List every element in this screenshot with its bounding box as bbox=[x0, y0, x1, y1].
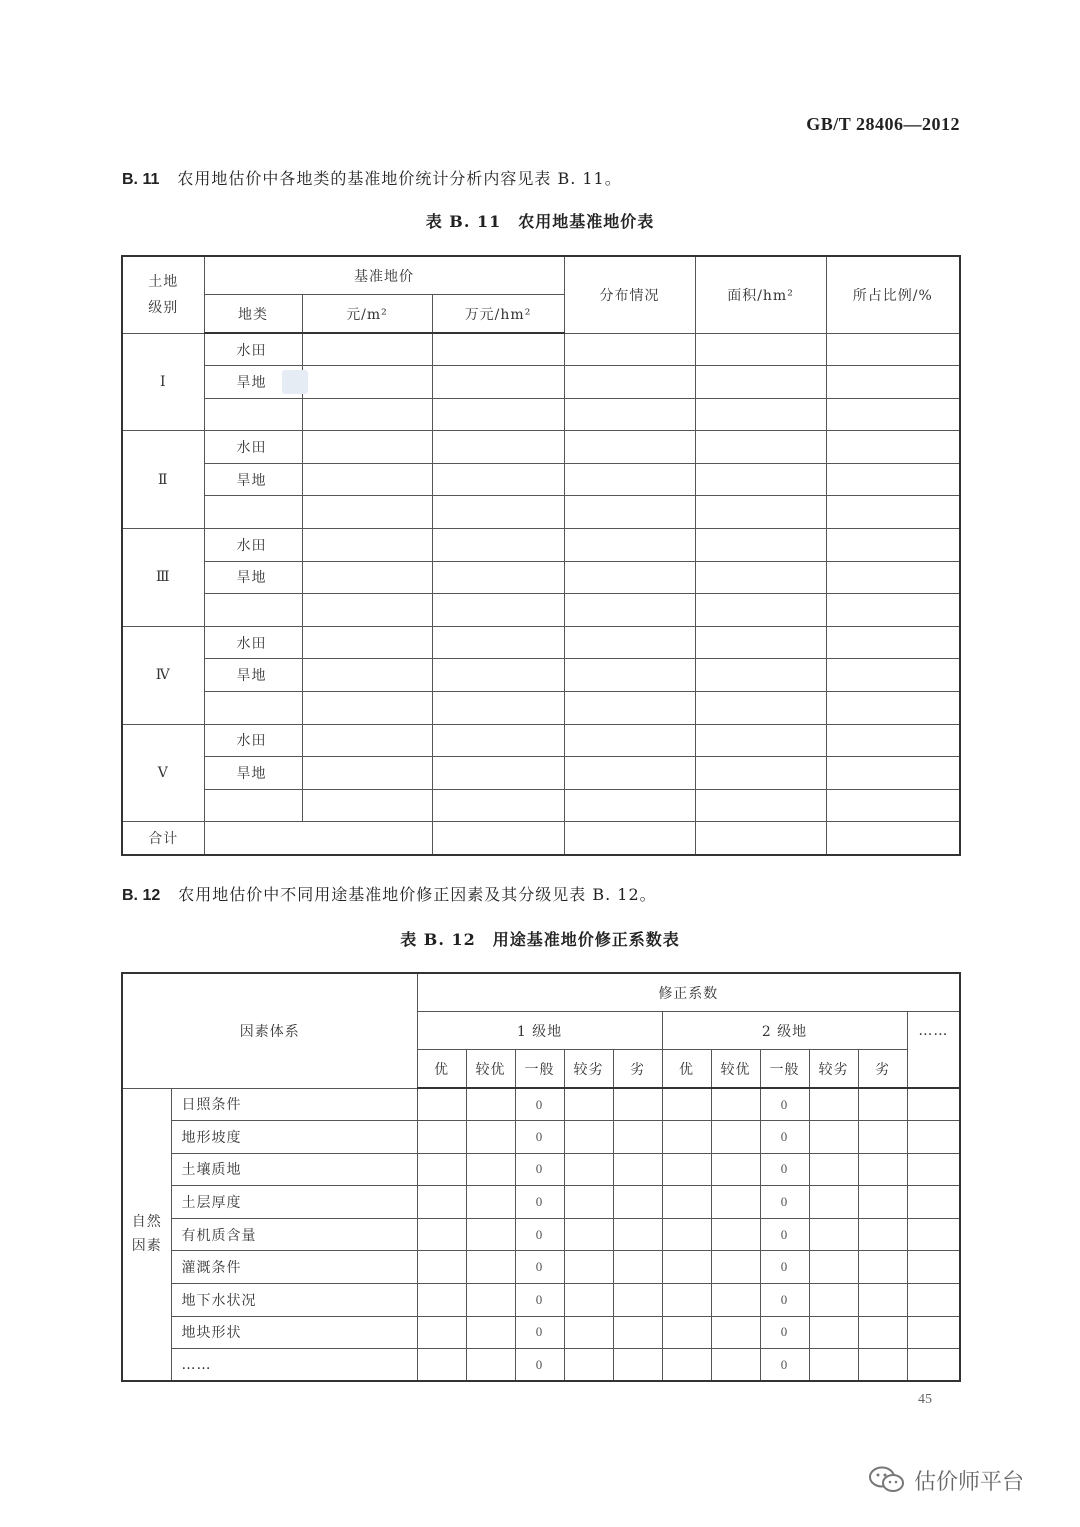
empty-cell bbox=[564, 692, 695, 725]
empty-cell bbox=[695, 561, 826, 594]
table-row bbox=[122, 333, 960, 366]
empty-cell bbox=[432, 757, 564, 790]
empty-cell bbox=[826, 626, 960, 659]
grade-label: Ⅲ bbox=[122, 529, 204, 627]
table-b11-caption: 表 B. 11 农用地基准地价表 bbox=[425, 212, 655, 231]
zero-value: 0 bbox=[515, 1284, 564, 1317]
empty-cell bbox=[858, 1349, 907, 1382]
empty-cell bbox=[564, 1284, 613, 1317]
empty-cell bbox=[432, 626, 564, 659]
empty-cell bbox=[564, 1218, 613, 1251]
land-type-cell bbox=[204, 692, 302, 725]
empty-cell bbox=[564, 822, 695, 855]
empty-cell bbox=[826, 659, 960, 692]
empty-cell bbox=[695, 692, 826, 725]
empty-cell bbox=[302, 496, 432, 529]
empty-cell bbox=[662, 1218, 711, 1251]
grade-label: Ⅰ bbox=[122, 333, 204, 431]
page-number: 45 bbox=[918, 1392, 932, 1407]
land-type-cell: 旱地 bbox=[204, 659, 302, 692]
empty-cell bbox=[613, 1218, 662, 1251]
table-row bbox=[122, 1153, 960, 1186]
empty-cell bbox=[907, 1121, 960, 1154]
zero-value: 0 bbox=[760, 1251, 809, 1284]
empty-cell bbox=[907, 1088, 960, 1121]
factor-name: 灌溉条件 bbox=[171, 1251, 417, 1284]
empty-cell bbox=[826, 398, 960, 431]
group-label: 自然 因素 bbox=[122, 1088, 171, 1381]
empty-cell bbox=[662, 1316, 711, 1349]
empty-cell bbox=[564, 561, 695, 594]
empty-cell bbox=[826, 529, 960, 562]
empty-cell bbox=[907, 1186, 960, 1219]
table-row bbox=[122, 626, 960, 659]
empty-cell bbox=[907, 1050, 960, 1089]
zero-value: 0 bbox=[760, 1284, 809, 1317]
empty-cell bbox=[204, 822, 432, 855]
table-b12-caption: 表 B. 12 用途基准地价修正系数表 bbox=[400, 930, 680, 949]
factor-name: 地块形状 bbox=[171, 1316, 417, 1349]
empty-cell bbox=[466, 1316, 515, 1349]
empty-cell bbox=[695, 822, 826, 855]
empty-cell bbox=[417, 1284, 466, 1317]
empty-cell bbox=[564, 626, 695, 659]
zero-value: 0 bbox=[515, 1251, 564, 1284]
land-type-cell bbox=[204, 398, 302, 431]
zero-value: 0 bbox=[515, 1121, 564, 1154]
land-type-cell: 水田 bbox=[204, 529, 302, 562]
empty-cell bbox=[564, 724, 695, 757]
empty-cell bbox=[809, 1153, 858, 1186]
empty-cell bbox=[907, 1349, 960, 1382]
empty-cell bbox=[417, 1088, 466, 1121]
empty-cell bbox=[826, 594, 960, 627]
empty-cell bbox=[302, 724, 432, 757]
empty-cell bbox=[417, 1218, 466, 1251]
factor-name: 土层厚度 bbox=[171, 1186, 417, 1219]
empty-cell bbox=[711, 1251, 760, 1284]
watermark-text: 估价师平台 bbox=[914, 1469, 1025, 1495]
total-row bbox=[122, 822, 960, 855]
table-row bbox=[122, 1284, 960, 1317]
table-row bbox=[122, 1186, 960, 1219]
land-type-cell bbox=[204, 594, 302, 627]
empty-cell bbox=[858, 1316, 907, 1349]
table-row bbox=[122, 659, 960, 692]
zero-value: 0 bbox=[760, 1088, 809, 1121]
table-row bbox=[122, 463, 960, 496]
empty-cell bbox=[711, 1153, 760, 1186]
land-type-cell: 水田 bbox=[204, 724, 302, 757]
empty-cell bbox=[826, 333, 960, 366]
empty-cell bbox=[858, 1088, 907, 1121]
factor-name: 日照条件 bbox=[171, 1088, 417, 1121]
empty-cell bbox=[432, 789, 564, 822]
empty-cell bbox=[858, 1121, 907, 1154]
header-level: 优 bbox=[417, 1050, 466, 1089]
empty-cell bbox=[466, 1121, 515, 1154]
table-row bbox=[122, 692, 960, 725]
empty-cell bbox=[302, 529, 432, 562]
empty-cell bbox=[564, 1316, 613, 1349]
empty-cell bbox=[711, 1088, 760, 1121]
table-row bbox=[122, 789, 960, 822]
table-row bbox=[122, 366, 960, 399]
zero-value: 0 bbox=[515, 1088, 564, 1121]
empty-cell bbox=[809, 1121, 858, 1154]
empty-cell bbox=[564, 1251, 613, 1284]
header-base-price: 基准地价 bbox=[204, 256, 564, 295]
empty-cell bbox=[695, 366, 826, 399]
empty-cell bbox=[432, 594, 564, 627]
empty-cell bbox=[662, 1121, 711, 1154]
empty-cell bbox=[564, 789, 695, 822]
empty-cell bbox=[302, 594, 432, 627]
empty-cell bbox=[695, 626, 826, 659]
empty-cell bbox=[466, 1284, 515, 1317]
empty-cell bbox=[711, 1284, 760, 1317]
empty-cell bbox=[662, 1088, 711, 1121]
chat-bubbles-icon bbox=[868, 1465, 906, 1495]
empty-cell bbox=[826, 431, 960, 464]
table-row bbox=[122, 1088, 960, 1121]
empty-cell bbox=[907, 1284, 960, 1317]
header-coefficient: 修正系数 bbox=[417, 973, 960, 1012]
paragraph-b12-number: B. 12 bbox=[122, 887, 161, 904]
empty-cell bbox=[907, 1316, 960, 1349]
land-type-cell: 旱地 bbox=[204, 366, 302, 399]
empty-cell bbox=[711, 1121, 760, 1154]
empty-cell bbox=[858, 1284, 907, 1317]
empty-cell bbox=[695, 529, 826, 562]
empty-cell bbox=[564, 1153, 613, 1186]
zero-value: 0 bbox=[515, 1349, 564, 1382]
empty-cell bbox=[695, 496, 826, 529]
header-grade: 土地 级别 bbox=[122, 256, 204, 333]
factor-name: …… bbox=[171, 1349, 417, 1382]
header-level: 一般 bbox=[515, 1050, 564, 1089]
paragraph-b12-text: 农用地估价中不同用途基准地价修正因素及其分级见表 B. 12。 bbox=[178, 885, 657, 904]
table-row bbox=[122, 594, 960, 627]
empty-cell bbox=[432, 692, 564, 725]
header-unit-yuan: 元/m² bbox=[302, 295, 432, 334]
empty-cell bbox=[695, 757, 826, 790]
empty-cell bbox=[858, 1251, 907, 1284]
land-type-cell: 旱地 bbox=[204, 561, 302, 594]
empty-cell bbox=[907, 1251, 960, 1284]
empty-cell bbox=[302, 463, 432, 496]
empty-cell bbox=[695, 463, 826, 496]
land-type-cell: 水田 bbox=[204, 333, 302, 366]
empty-cell bbox=[826, 366, 960, 399]
table-row bbox=[122, 724, 960, 757]
header-level: 劣 bbox=[613, 1050, 662, 1089]
table-row bbox=[122, 1121, 960, 1154]
empty-cell bbox=[662, 1186, 711, 1219]
empty-cell bbox=[695, 398, 826, 431]
empty-cell bbox=[613, 1251, 662, 1284]
empty-cell bbox=[613, 1284, 662, 1317]
empty-cell bbox=[695, 431, 826, 464]
empty-cell bbox=[432, 333, 564, 366]
empty-cell bbox=[417, 1153, 466, 1186]
empty-cell bbox=[613, 1121, 662, 1154]
header-level: 一般 bbox=[760, 1050, 809, 1089]
header-level: 优 bbox=[662, 1050, 711, 1089]
empty-cell bbox=[662, 1251, 711, 1284]
zero-value: 0 bbox=[760, 1349, 809, 1382]
empty-cell bbox=[564, 594, 695, 627]
empty-cell bbox=[564, 1186, 613, 1219]
empty-cell bbox=[417, 1251, 466, 1284]
empty-cell bbox=[695, 724, 826, 757]
zero-value: 0 bbox=[760, 1218, 809, 1251]
paragraph-b12 bbox=[122, 882, 657, 905]
table-row bbox=[122, 529, 960, 562]
empty-cell bbox=[858, 1218, 907, 1251]
empty-cell bbox=[432, 398, 564, 431]
empty-cell bbox=[432, 496, 564, 529]
watermark bbox=[868, 1460, 1058, 1500]
factor-name: 土壤质地 bbox=[171, 1153, 417, 1186]
empty-cell bbox=[695, 594, 826, 627]
table-row bbox=[122, 398, 960, 431]
zero-value: 0 bbox=[515, 1186, 564, 1219]
header-level: 较劣 bbox=[564, 1050, 613, 1089]
header-grade-2: 2 级地 bbox=[662, 1012, 907, 1050]
empty-cell bbox=[302, 692, 432, 725]
empty-cell bbox=[809, 1349, 858, 1382]
zero-value: 0 bbox=[760, 1316, 809, 1349]
empty-cell bbox=[302, 431, 432, 464]
empty-cell bbox=[564, 366, 695, 399]
header-area: 面积/hm² bbox=[695, 256, 826, 333]
empty-cell bbox=[302, 659, 432, 692]
zero-value: 0 bbox=[515, 1153, 564, 1186]
empty-cell bbox=[302, 789, 432, 822]
table-b11 bbox=[121, 255, 961, 856]
empty-cell bbox=[432, 724, 564, 757]
empty-cell bbox=[466, 1186, 515, 1219]
empty-cell bbox=[711, 1316, 760, 1349]
table-row bbox=[122, 1251, 960, 1284]
standard-code: GB/T 28406—2012 bbox=[806, 114, 960, 134]
empty-cell bbox=[662, 1349, 711, 1382]
empty-cell bbox=[613, 1153, 662, 1186]
factor-name: 地下水状况 bbox=[171, 1284, 417, 1317]
empty-cell bbox=[564, 659, 695, 692]
empty-cell bbox=[466, 1088, 515, 1121]
empty-cell bbox=[302, 626, 432, 659]
empty-cell bbox=[564, 333, 695, 366]
header-proportion: 所占比例/% bbox=[826, 256, 960, 333]
empty-cell bbox=[695, 789, 826, 822]
empty-cell bbox=[695, 333, 826, 366]
paragraph-b11-number: B. 11 bbox=[122, 171, 160, 188]
empty-cell bbox=[302, 561, 432, 594]
empty-cell bbox=[302, 333, 432, 366]
total-label: 合计 bbox=[122, 822, 204, 855]
empty-cell bbox=[564, 529, 695, 562]
empty-cell bbox=[662, 1153, 711, 1186]
empty-cell bbox=[711, 1218, 760, 1251]
land-type-cell: 水田 bbox=[204, 626, 302, 659]
empty-cell bbox=[466, 1153, 515, 1186]
empty-cell bbox=[302, 366, 432, 399]
land-type-cell: 水田 bbox=[204, 431, 302, 464]
empty-cell bbox=[826, 757, 960, 790]
empty-cell bbox=[711, 1186, 760, 1219]
empty-cell bbox=[858, 1186, 907, 1219]
land-type-cell bbox=[204, 789, 302, 822]
table-b12 bbox=[121, 972, 961, 1382]
header-level: 较优 bbox=[711, 1050, 760, 1089]
factor-name: 地形坡度 bbox=[171, 1121, 417, 1154]
empty-cell bbox=[564, 757, 695, 790]
factor-name: 有机质含量 bbox=[171, 1218, 417, 1251]
table-row bbox=[122, 1218, 960, 1251]
empty-cell bbox=[809, 1186, 858, 1219]
empty-cell bbox=[809, 1316, 858, 1349]
zero-value: 0 bbox=[760, 1186, 809, 1219]
empty-cell bbox=[711, 1349, 760, 1382]
empty-cell bbox=[613, 1349, 662, 1382]
empty-cell bbox=[809, 1251, 858, 1284]
table-row bbox=[122, 496, 960, 529]
grade-label: Ⅱ bbox=[122, 431, 204, 529]
empty-cell bbox=[302, 757, 432, 790]
empty-cell bbox=[826, 724, 960, 757]
empty-cell bbox=[695, 659, 826, 692]
land-type-cell: 旱地 bbox=[204, 757, 302, 790]
table-row bbox=[122, 561, 960, 594]
empty-cell bbox=[907, 1218, 960, 1251]
zero-value: 0 bbox=[515, 1316, 564, 1349]
zero-value: 0 bbox=[515, 1218, 564, 1251]
header-land-type: 地类 bbox=[204, 295, 302, 334]
empty-cell bbox=[809, 1218, 858, 1251]
empty-cell bbox=[466, 1349, 515, 1382]
empty-cell bbox=[564, 1088, 613, 1121]
empty-cell bbox=[417, 1349, 466, 1382]
header-more: …… bbox=[907, 1012, 960, 1050]
grade-label: Ⅳ bbox=[122, 626, 204, 724]
empty-cell bbox=[417, 1186, 466, 1219]
empty-cell bbox=[826, 561, 960, 594]
land-type-cell: 旱地 bbox=[204, 463, 302, 496]
empty-cell bbox=[432, 366, 564, 399]
empty-cell bbox=[432, 463, 564, 496]
empty-cell bbox=[302, 398, 432, 431]
table-row bbox=[122, 757, 960, 790]
empty-cell bbox=[417, 1121, 466, 1154]
empty-cell bbox=[809, 1088, 858, 1121]
empty-cell bbox=[564, 398, 695, 431]
empty-cell bbox=[564, 1349, 613, 1382]
empty-cell bbox=[564, 431, 695, 464]
empty-cell bbox=[564, 496, 695, 529]
paragraph-b11 bbox=[122, 166, 622, 189]
header-level: 较优 bbox=[466, 1050, 515, 1089]
table-row bbox=[122, 1349, 960, 1382]
empty-cell bbox=[564, 1121, 613, 1154]
empty-cell bbox=[432, 822, 564, 855]
empty-cell bbox=[858, 1153, 907, 1186]
empty-cell bbox=[826, 463, 960, 496]
empty-cell bbox=[432, 561, 564, 594]
header-grade-1: 1 级地 bbox=[417, 1012, 662, 1050]
empty-cell bbox=[809, 1284, 858, 1317]
paragraph-b11-text: 农用地估价中各地类的基准地价统计分析内容见表 B. 11。 bbox=[177, 169, 622, 188]
grade-label: Ⅴ bbox=[122, 724, 204, 822]
header-level: 较劣 bbox=[809, 1050, 858, 1089]
header-level: 劣 bbox=[858, 1050, 907, 1089]
empty-cell bbox=[907, 1153, 960, 1186]
empty-cell bbox=[826, 789, 960, 822]
table-row bbox=[122, 1316, 960, 1349]
empty-cell bbox=[432, 529, 564, 562]
table-row bbox=[122, 431, 960, 464]
header-unit-wanyuan: 万元/hm² bbox=[432, 295, 564, 334]
empty-cell bbox=[613, 1186, 662, 1219]
scan-stamp-mark bbox=[282, 370, 308, 394]
empty-cell bbox=[432, 659, 564, 692]
empty-cell bbox=[466, 1218, 515, 1251]
empty-cell bbox=[432, 431, 564, 464]
empty-cell bbox=[662, 1284, 711, 1317]
empty-cell bbox=[826, 822, 960, 855]
empty-cell bbox=[826, 692, 960, 725]
zero-value: 0 bbox=[760, 1153, 809, 1186]
empty-cell bbox=[466, 1251, 515, 1284]
land-type-cell bbox=[204, 496, 302, 529]
empty-cell bbox=[417, 1316, 466, 1349]
empty-cell bbox=[613, 1316, 662, 1349]
zero-value: 0 bbox=[760, 1121, 809, 1154]
empty-cell bbox=[564, 463, 695, 496]
empty-cell bbox=[826, 496, 960, 529]
header-distribution: 分布情况 bbox=[564, 256, 695, 333]
header-factor-system: 因素体系 bbox=[122, 973, 417, 1088]
empty-cell bbox=[613, 1088, 662, 1121]
